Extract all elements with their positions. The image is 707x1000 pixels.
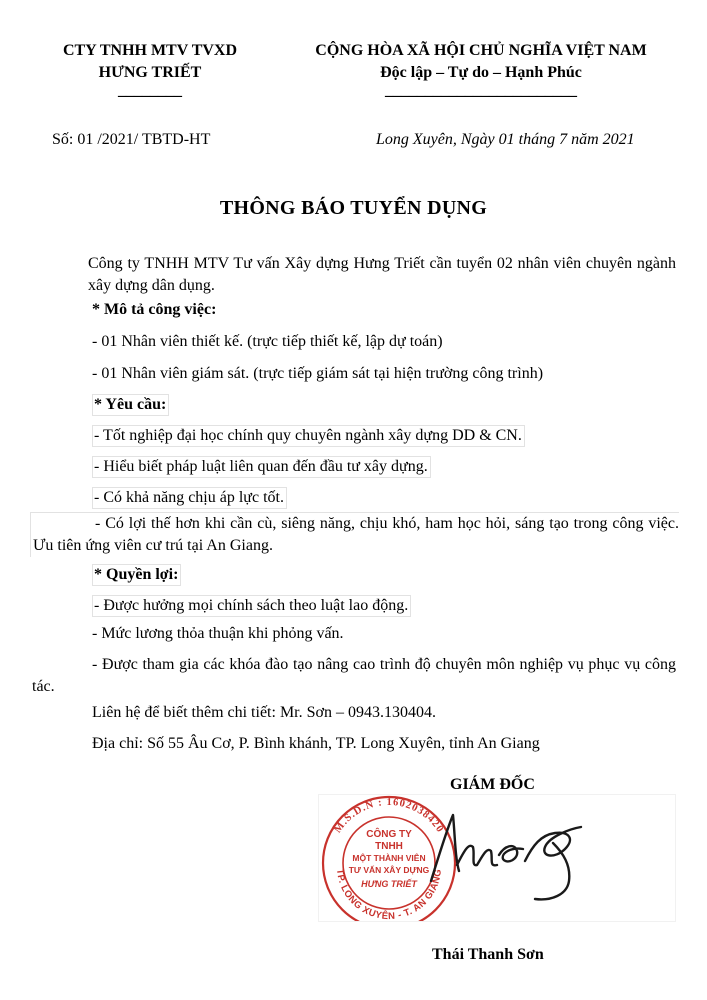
national-motto-line1: CỘNG HÒA XÃ HỘI CHỦ NGHĨA VIỆT NAM — [315, 42, 647, 59]
signatory-name: Thái Thanh Sơn — [432, 946, 544, 963]
stamp-outer-bottom-text: TP. LONG XUYÊN - T. AN GIANG — [333, 868, 445, 921]
stamp-line-1: CÔNG TY — [366, 829, 412, 840]
job-item-1: - 01 Nhân viên thiết kế. (trực tiếp thiết kế, lập dự toán) — [92, 333, 443, 350]
svg-text:TP. LONG XUYÊN - T. AN GIANG — [334, 868, 444, 921]
requirement-item-3-text: - Có khả năng chịu áp lực tốt. — [92, 487, 287, 509]
benefits-heading — [92, 564, 181, 586]
handwritten-signature — [431, 815, 581, 899]
job-description-heading: * Mô tả công việc: — [92, 301, 217, 318]
document-number: Số: 01 /2021/ TBTD-HT — [52, 131, 211, 148]
requirement-item-1-text: - Tốt nghiệp đại học chính quy chuyên ngành xây dựng DD & CN. — [92, 425, 525, 447]
stamp-line-5: HƯNG TRIẾT — [361, 879, 417, 889]
requirement-item-1 — [92, 425, 525, 447]
requirement-item-3 — [92, 487, 287, 509]
job-item-2: - 01 Nhân viên giám sát. (trực tiếp giám sát tại hiện trường công trình) — [92, 365, 544, 382]
benefit-item-2: - Mức lương thỏa thuận khi phỏng vấn. — [92, 625, 344, 642]
company-rule: ________ — [118, 82, 182, 99]
national-header — [276, 40, 686, 98]
stamp-line-2: TNHH — [375, 841, 403, 852]
benefit-item-3-text: - Được tham gia các khóa đào tạo nâng cao trình độ chuyên môn nghiệp vụ phục vụ công tác. — [32, 656, 676, 695]
page-title: THÔNG BÁO TUYỂN DỤNG — [219, 197, 488, 219]
address-line: Địa chỉ: Số 55 Âu Cơ, P. Bình khánh, TP. Long Xuyên, tỉnh An Giang — [92, 735, 540, 752]
company-name-line1: CTY TNHH MTV TVXD — [62, 42, 238, 59]
company-name-line2: HƯNG TRIẾT — [98, 64, 202, 81]
company-name-header — [30, 40, 270, 98]
place-date: Long Xuyên, Ngày 01 tháng 7 năm 2021 — [376, 131, 635, 148]
intro-text: Công ty TNHH MTV Tư vấn Xây dựng Hưng Triết cần tuyển 02 nhân viên chuyên ngành xây dựng dân dụng. — [88, 255, 676, 294]
requirement-item-4-text: - Có lợi thế hơn khi cần cù, siêng năng, chịu khó, ham học hỏi, sáng tạo trong công việc. Ưu tiên ứng viên cư trú tại An Giang. — [33, 515, 679, 554]
benefit-item-1-text: - Được hưởng mọi chính sách theo luật lao động. — [92, 595, 411, 617]
company-stamp — [319, 795, 675, 921]
stamp-outer-top-text: M.S.D.N : 1602038420 — [332, 796, 446, 836]
national-rule: ________________________ — [385, 82, 577, 99]
requirements-heading-text: * Yêu cầu: — [92, 394, 169, 416]
requirement-item-2 — [92, 456, 431, 478]
national-motto-line2: Độc lập – Tự do – Hạnh Phúc — [380, 64, 582, 81]
stamp-signature-area — [318, 794, 676, 922]
benefit-item-3 — [32, 654, 676, 698]
contact-line: Liên hệ để biết thêm chi tiết: Mr. Sơn – 0943.130404. — [92, 704, 436, 721]
benefit-item-1 — [92, 595, 411, 617]
requirement-item-4 — [30, 512, 679, 557]
stamp-line-4: TƯ VẤN XÂY DỰNG — [348, 865, 430, 875]
requirements-heading — [92, 394, 169, 416]
stamp-line-3: MỘT THÀNH VIÊN — [352, 853, 426, 863]
signature-role: GIÁM ĐỐC — [450, 776, 535, 793]
intro-paragraph — [88, 253, 676, 297]
benefits-heading-text: * Quyền lợi: — [92, 564, 181, 586]
requirement-item-2-text: - Hiểu biết pháp luật liên quan đến đầu tư xây dựng. — [92, 456, 431, 478]
